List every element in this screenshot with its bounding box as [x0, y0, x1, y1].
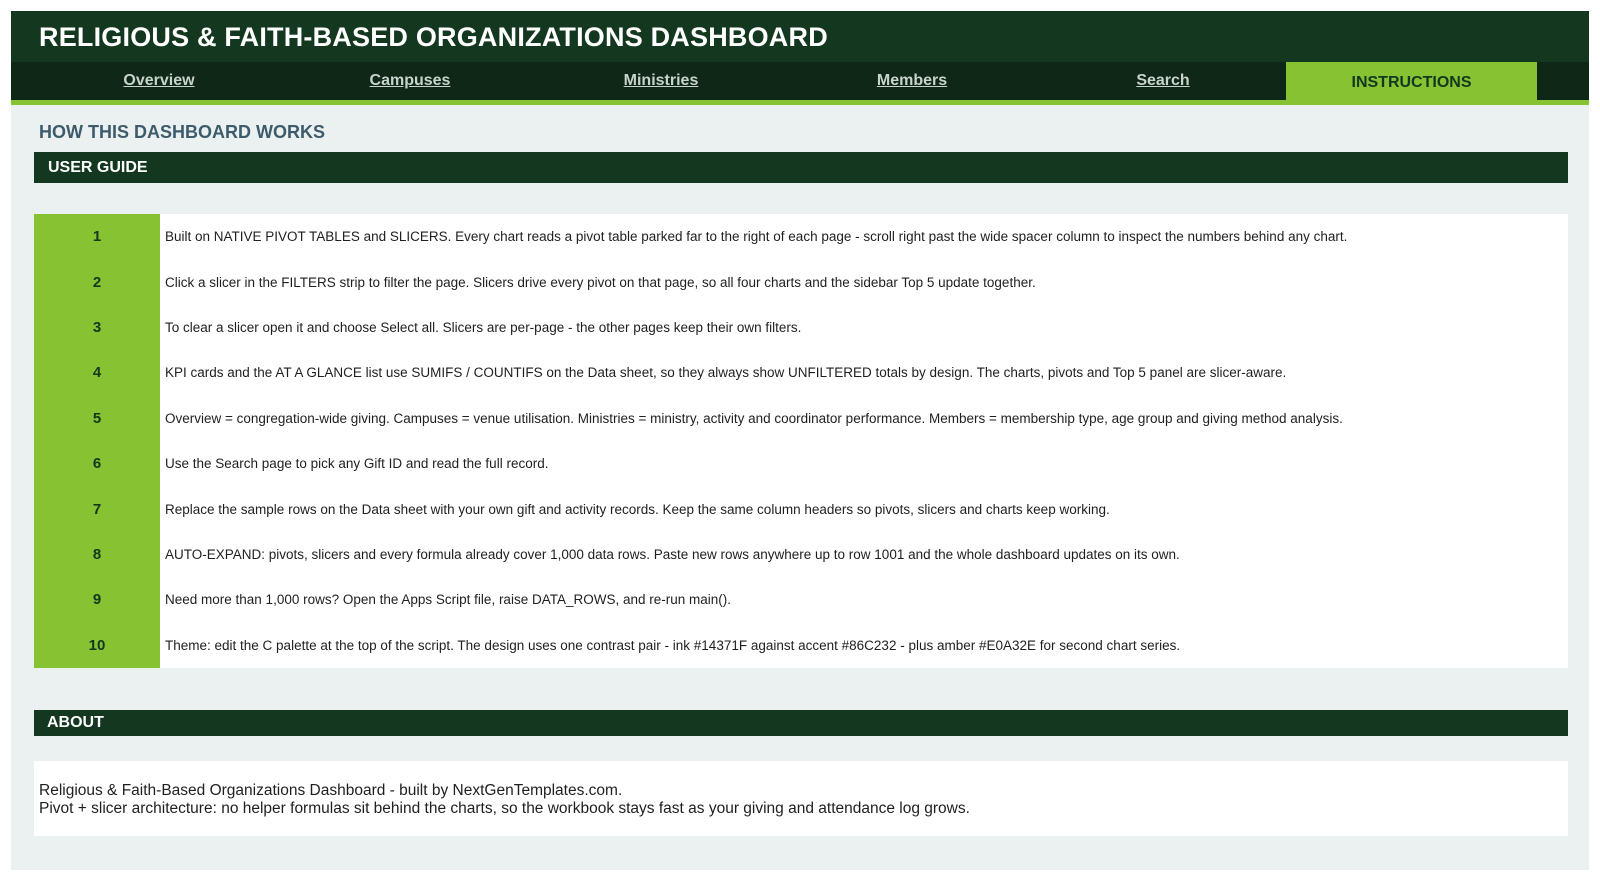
tab-members[interactable]: Members: [876, 72, 948, 89]
page-title: RELIGIOUS & FAITH-BASED ORGANIZATIONS DASHBOARD: [39, 22, 828, 52]
tab-instructions[interactable]: INSTRUCTIONS: [1286, 62, 1537, 103]
list-item: [34, 214, 1568, 259]
about-line-1: Religious & Faith-Based Organizations Dashboard - built by NextGenTemplates.com.: [39, 782, 623, 799]
tab-ministries[interactable]: Ministries: [623, 72, 699, 89]
about-panel: [34, 761, 1568, 836]
step-text: Need more than 1,000 rows? Open the Apps Script file, raise DATA_ROWS, and re-run main().: [165, 592, 731, 608]
step-number: 9: [92, 591, 102, 609]
about-line-2: Pivot + slicer architecture: no helper formulas sit behind the charts, so the workbook stays fast as your giving and attendance log grows.: [39, 800, 970, 817]
list-item: [34, 577, 1568, 622]
step-text: Click a slicer in the FILTERS strip to filter the page. Slicers drive every pivot on that page, so all four charts and the sidebar Top 5 update together.: [165, 274, 1036, 290]
step-text: To clear a slicer open it and choose Select all. Slicers are per-page - the other pages keep their own filters.: [165, 319, 802, 335]
step-number: 5: [92, 409, 102, 427]
step-text: KPI cards and the AT A GLANCE list use SUMIFS / COUNTIFS on the Data sheet, so they always show UNFILTERED totals by design. The charts, pivots and Top 5 panel are slicer-aware.: [165, 365, 1287, 381]
step-number: 4: [92, 364, 102, 382]
list-item: [34, 532, 1568, 577]
step-number: 7: [92, 500, 102, 518]
nav-accent-line: [11, 100, 1589, 105]
step-number: 1: [92, 228, 102, 246]
step-number: 6: [92, 455, 102, 473]
step-number: 8: [92, 545, 102, 563]
section-heading: HOW THIS DASHBOARD WORKS: [39, 122, 325, 142]
list-item: [34, 486, 1568, 531]
step-number: 2: [92, 273, 102, 291]
user-guide-steps: [34, 214, 1568, 668]
tab-search[interactable]: Search: [1136, 72, 1190, 89]
tab-overview[interactable]: Overview: [123, 72, 195, 89]
step-number: 10: [88, 636, 106, 654]
step-text: Replace the sample rows on the Data sheet with your own gift and activity records. Keep the same column headers so pivots, slicers and charts keep working.: [165, 501, 1110, 517]
step-text: Built on NATIVE PIVOT TABLES and SLICERS. Every chart reads a pivot table parked far to the right of each page - scroll right past the wide spacer column to inspect the numbers behind any chart.: [165, 229, 1348, 245]
list-item: [34, 623, 1568, 668]
list-item: [34, 350, 1568, 395]
step-text: Use the Search page to pick any Gift ID and read the full record.: [165, 456, 549, 472]
step-text: AUTO-EXPAND: pivots, slicers and every formula already cover 1,000 data rows. Paste new rows anywhere up to row 1001 and the whole dashboard updates on its own.: [165, 546, 1180, 562]
step-text: Theme: edit the C palette at the top of the script. The design uses one contrast pair - ink #14371F against accent #86C232 - plus amber #E0A32E for second chart series.: [165, 637, 1181, 653]
step-number: 3: [92, 318, 102, 336]
list-item: [34, 305, 1568, 350]
list-item: [34, 396, 1568, 441]
title-bar: [11, 11, 1589, 62]
about-header: ABOUT: [34, 710, 1568, 736]
nav-bar: [11, 62, 1589, 100]
user-guide-header: USER GUIDE: [34, 152, 1568, 183]
list-item: [34, 259, 1568, 304]
step-text: Overview = congregation-wide giving. Campuses = venue utilisation. Ministries = ministry, activity and coordinator performance. Members = membership type, age group and giving method analysis.: [165, 410, 1343, 426]
dashboard-frame: [11, 11, 1589, 870]
tab-campuses[interactable]: Campuses: [369, 72, 451, 89]
list-item: [34, 441, 1568, 486]
